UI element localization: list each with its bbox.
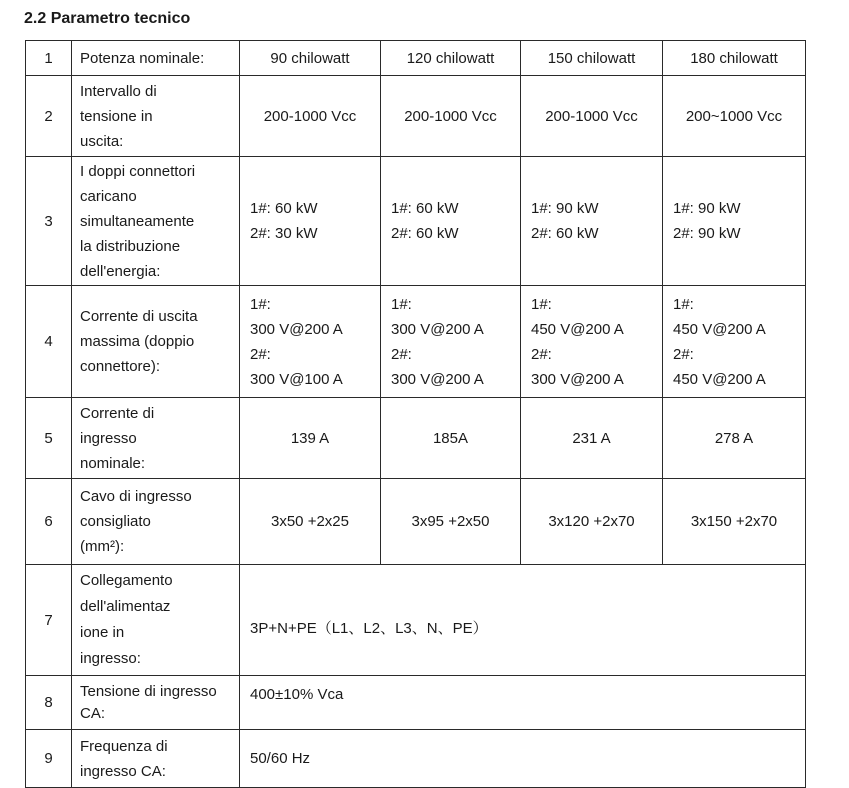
parameter-label: I doppi connettori caricano simultaneamente la distribuzione dell'energia: bbox=[72, 157, 240, 286]
parameter-label: Potenza nominale: bbox=[72, 41, 240, 76]
value-cell: 150 chilowatt bbox=[521, 41, 663, 76]
value-cell: 1#: 90 kW 2#: 60 kW bbox=[521, 157, 663, 286]
value-cell: 1#: 450 V@200 A 2#: 300 V@200 A bbox=[521, 286, 663, 398]
row-number: 8 bbox=[26, 676, 72, 730]
value-cell: 139 A bbox=[240, 398, 381, 479]
parameter-label: Collegamento dell'alimentaz ione in ingresso: bbox=[72, 565, 240, 676]
parameter-label: Corrente di uscita massima (doppio connettore): bbox=[72, 286, 240, 398]
parameter-label: Tensione di ingresso CA: bbox=[72, 676, 240, 730]
value-cell: 120 chilowatt bbox=[381, 41, 521, 76]
technical-parameters-table bbox=[25, 40, 806, 788]
value-cell: 278 A bbox=[663, 398, 806, 479]
value-cell: 3x120 +2x70 bbox=[521, 479, 663, 565]
value-cell: 1#: 90 kW 2#: 90 kW bbox=[663, 157, 806, 286]
table-row bbox=[26, 157, 806, 286]
table-row bbox=[26, 286, 806, 398]
row-number: 3 bbox=[26, 157, 72, 286]
section-title: 2.2 Parametro tecnico bbox=[24, 10, 191, 27]
value-cell: 1#: 60 kW 2#: 60 kW bbox=[381, 157, 521, 286]
value-cell: 1#: 450 V@200 A 2#: 450 V@200 A bbox=[663, 286, 806, 398]
value-cell: 200-1000 Vcc bbox=[521, 76, 663, 157]
row-number: 5 bbox=[26, 398, 72, 479]
row-number: 1 bbox=[26, 41, 72, 76]
value-cell-merged: 400±10% Vca bbox=[240, 676, 806, 730]
value-cell: 200-1000 Vcc bbox=[381, 76, 521, 157]
value-cell: 1#: 300 V@200 A 2#: 300 V@100 A bbox=[240, 286, 381, 398]
parameter-label: Frequenza di ingresso CA: bbox=[72, 730, 240, 788]
value-cell: 3x150 +2x70 bbox=[663, 479, 806, 565]
parameter-label: Cavo di ingresso consigliato (mm²): bbox=[72, 479, 240, 565]
value-cell: 185A bbox=[381, 398, 521, 479]
parameter-label: Corrente di ingresso nominale: bbox=[72, 398, 240, 479]
row-number: 2 bbox=[26, 76, 72, 157]
table-row bbox=[26, 565, 806, 676]
value-cell: 180 chilowatt bbox=[663, 41, 806, 76]
value-cell: 200-1000 Vcc bbox=[240, 76, 381, 157]
value-cell: 3x50 +2x25 bbox=[240, 479, 381, 565]
table-row bbox=[26, 41, 806, 76]
table-row bbox=[26, 730, 806, 788]
value-cell: 1#: 300 V@200 A 2#: 300 V@200 A bbox=[381, 286, 521, 398]
value-cell: 1#: 60 kW 2#: 30 kW bbox=[240, 157, 381, 286]
table-row bbox=[26, 398, 806, 479]
value-cell: 200~1000 Vcc bbox=[663, 76, 806, 157]
row-number: 7 bbox=[26, 565, 72, 676]
value-cell: 90 chilowatt bbox=[240, 41, 381, 76]
parameter-label: Intervallo di tensione in uscita: bbox=[72, 76, 240, 157]
table-row bbox=[26, 76, 806, 157]
table-row bbox=[26, 676, 806, 730]
row-number: 9 bbox=[26, 730, 72, 788]
value-cell-merged: 50/60 Hz bbox=[240, 730, 806, 788]
value-cell: 3x95 +2x50 bbox=[381, 479, 521, 565]
value-cell: 231 A bbox=[521, 398, 663, 479]
table-row bbox=[26, 479, 806, 565]
value-cell-merged: 3P+N+PE（L1、L2、L3、N、PE） bbox=[240, 565, 806, 676]
row-number: 4 bbox=[26, 286, 72, 398]
row-number: 6 bbox=[26, 479, 72, 565]
